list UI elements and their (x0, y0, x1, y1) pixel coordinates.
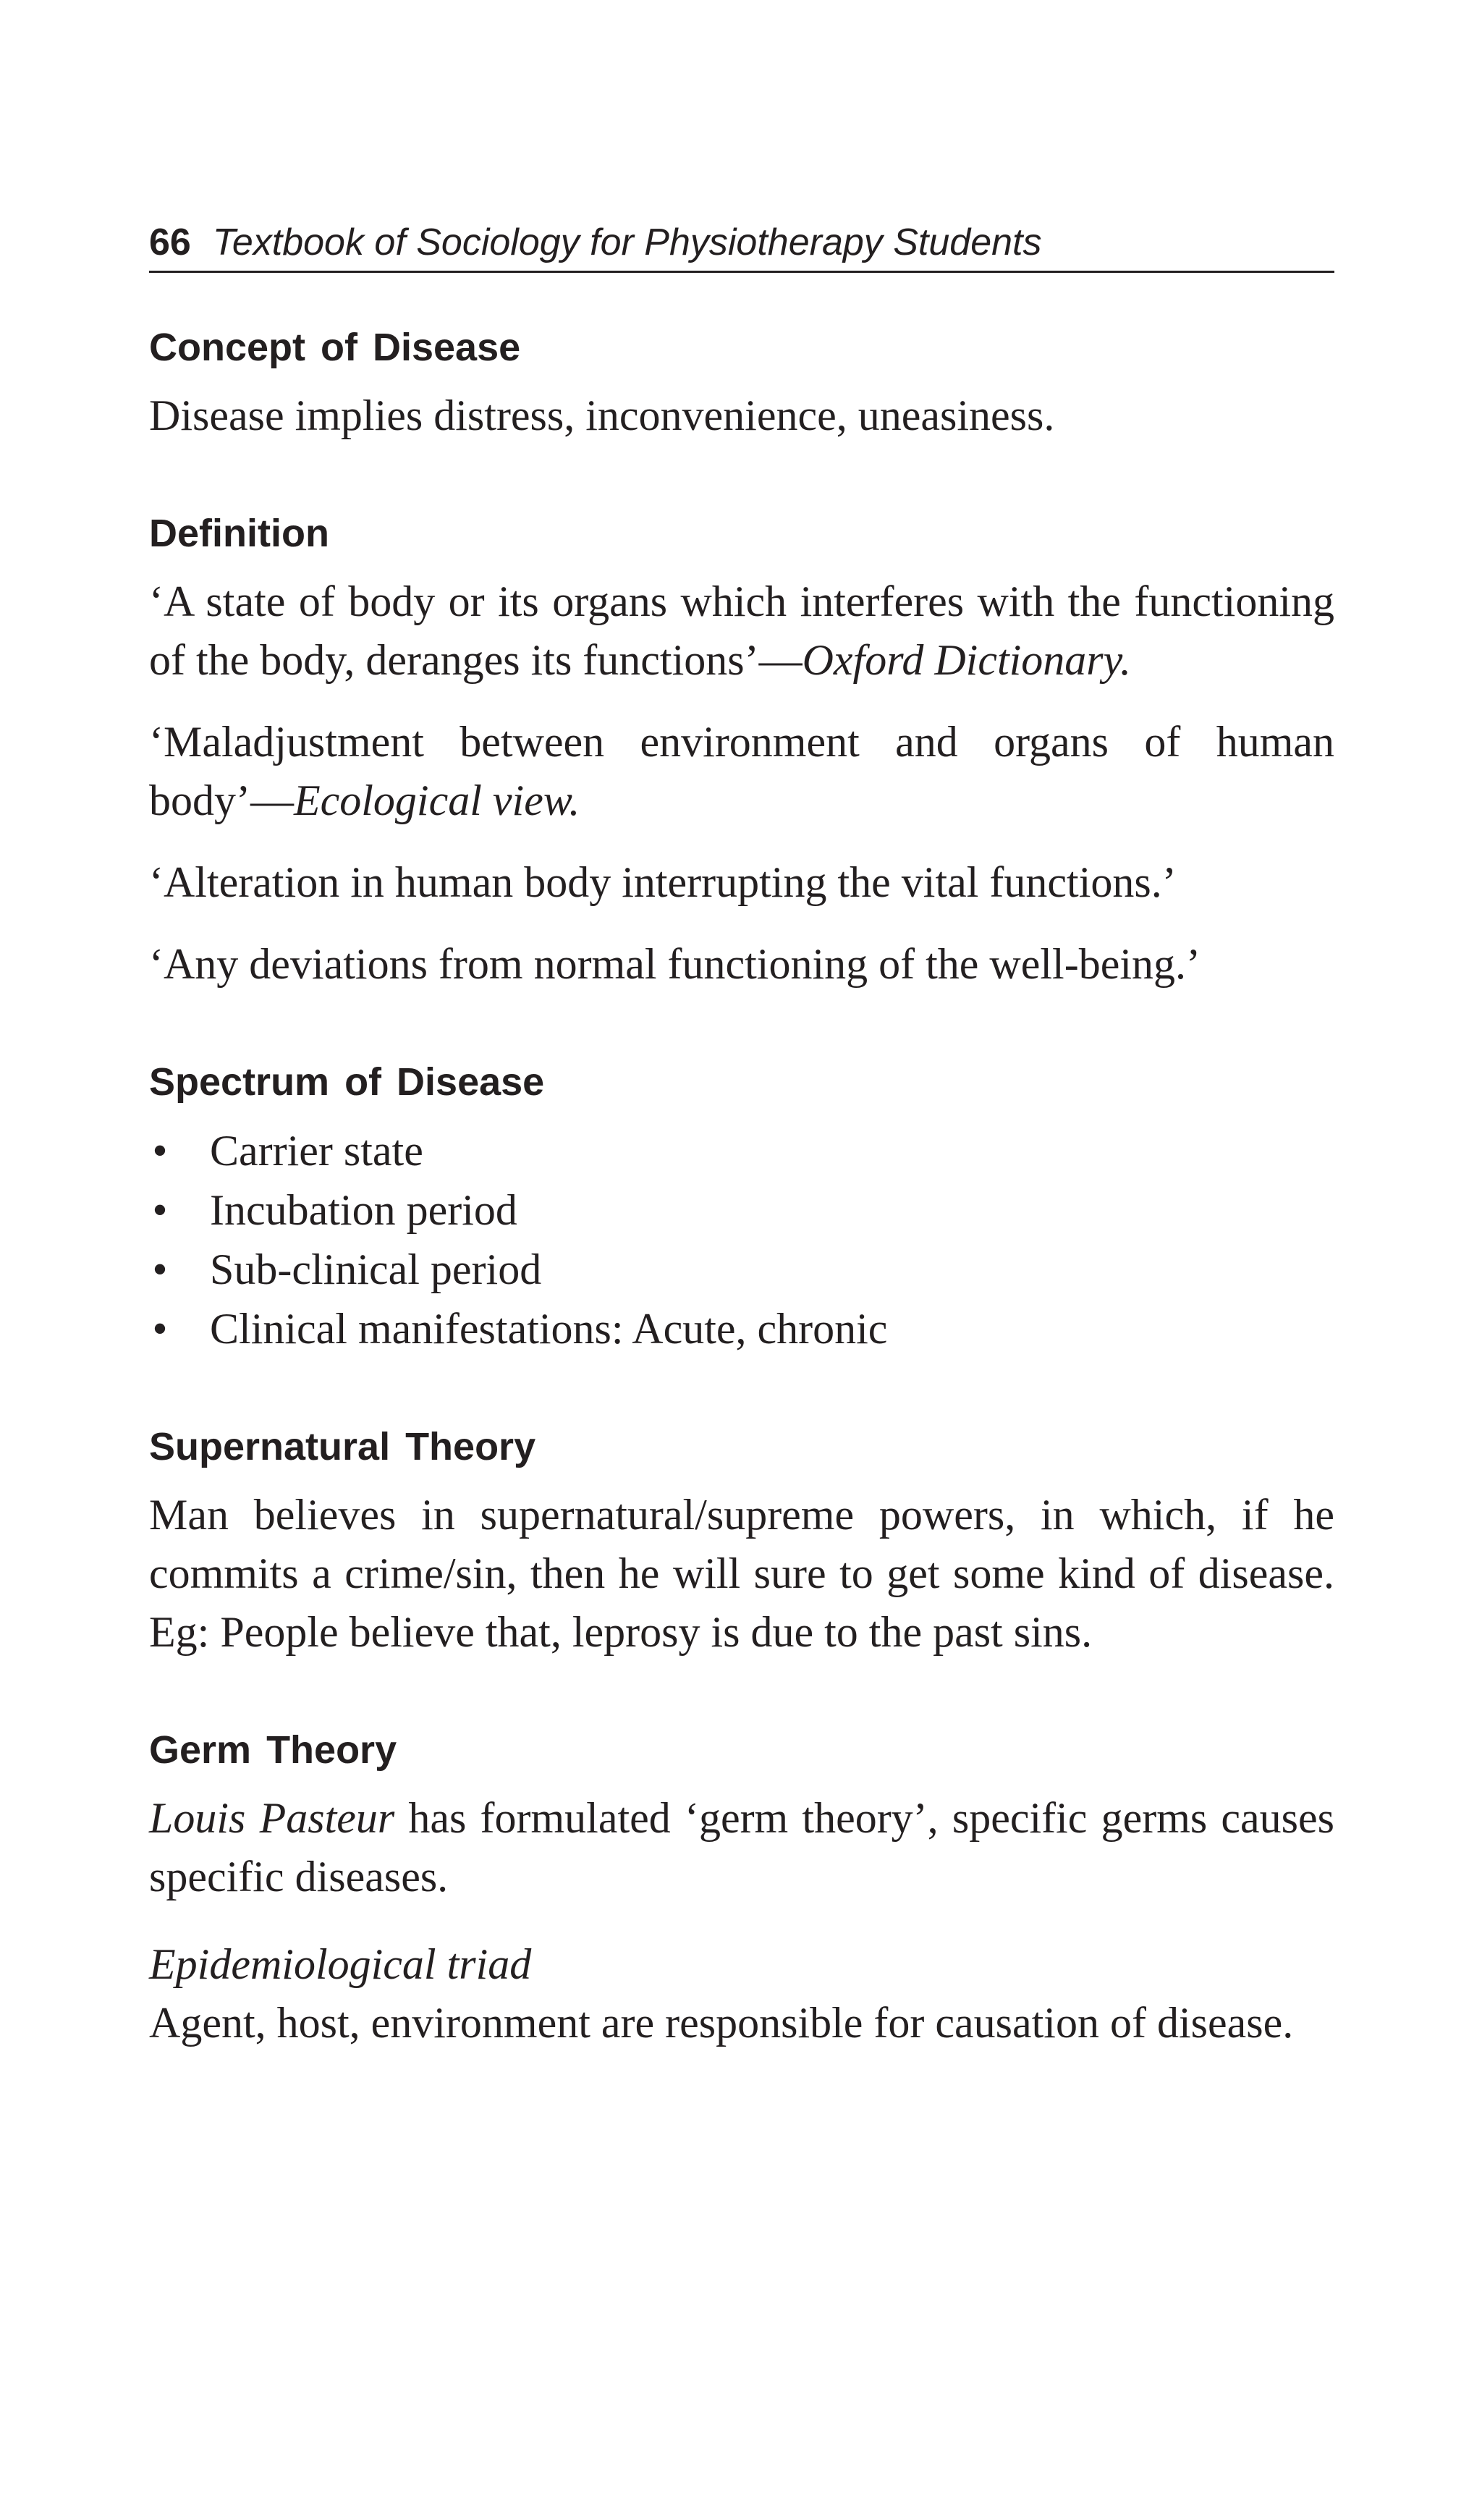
list-item-text: Clinical manifestations: Acute, chronic (210, 1305, 888, 1353)
epidemiological-triad-heading (149, 1935, 1334, 1994)
definition-oxford-text: ‘A state of body or its organs which interferes with the functioning of the body, deranges its functions’— (149, 578, 1334, 684)
heading-spectrum-of-disease: Spectrum of Disease (149, 1060, 545, 1104)
supernatural-text: Man believes in supernatural/supreme powers, in which, if he commits a crime/sin, then he will sure to get some kind of disease. Eg: People believe that, leprosy is due to the past sins. (149, 1491, 1334, 1656)
list-item (149, 1240, 1334, 1299)
germ-text (149, 1789, 1334, 1906)
bullet-icon: • (152, 1127, 168, 1175)
germ-description: has formulated ‘germ theory’, specific germs causes specific diseases. (149, 1794, 1334, 1900)
bullet-icon: • (152, 1246, 168, 1293)
list-item-text: Carrier state (210, 1127, 423, 1175)
concept-text: Disease implies distress, inconvenience, uneasiness. (149, 392, 1055, 439)
definition-oxford (149, 572, 1334, 690)
epidemiological-triad-text: Agent, host, environment are responsible for causation of disease. (149, 1999, 1294, 2047)
heading-germ-theory: Germ Theory (149, 1728, 397, 1772)
bullet-icon: • (152, 1186, 168, 1234)
list-item-text: Incubation period (210, 1186, 517, 1234)
definition-ecological (149, 713, 1334, 830)
list-item (149, 1180, 1334, 1240)
bullet-icon: • (152, 1305, 168, 1353)
heading-concept-of-disease: Concept of Disease (149, 326, 521, 369)
page-number: 66 (149, 221, 191, 263)
definition-ecological-source: Ecological view. (293, 777, 580, 824)
epidemiological-triad-label: Epidemiological triad (149, 1940, 532, 1988)
list-item (149, 1121, 1334, 1180)
book-title: Textbook of Sociology for Physiotherapy Students (212, 221, 1042, 263)
running-head (149, 214, 1334, 273)
list-item-text: Sub-clinical period (210, 1246, 542, 1293)
germ-person: Louis Pasteur (149, 1794, 395, 1842)
heading-definition: Definition (149, 512, 329, 555)
definition-deviations: ‘Any deviations from normal functioning of the well-being.’ (149, 940, 1201, 988)
heading-supernatural-theory: Supernatural Theory (149, 1425, 536, 1468)
definition-ecological-text: ‘Maladjustment between environment and organs of human body’— (149, 718, 1334, 824)
definition-alteration: ‘Alteration in human body interrupting the vital functions.’ (149, 858, 1177, 906)
page-content (149, 318, 1334, 2052)
definition-oxford-source: Oxford Dictionary. (802, 636, 1131, 684)
spectrum-list (149, 1121, 1334, 1358)
list-item (149, 1299, 1334, 1358)
